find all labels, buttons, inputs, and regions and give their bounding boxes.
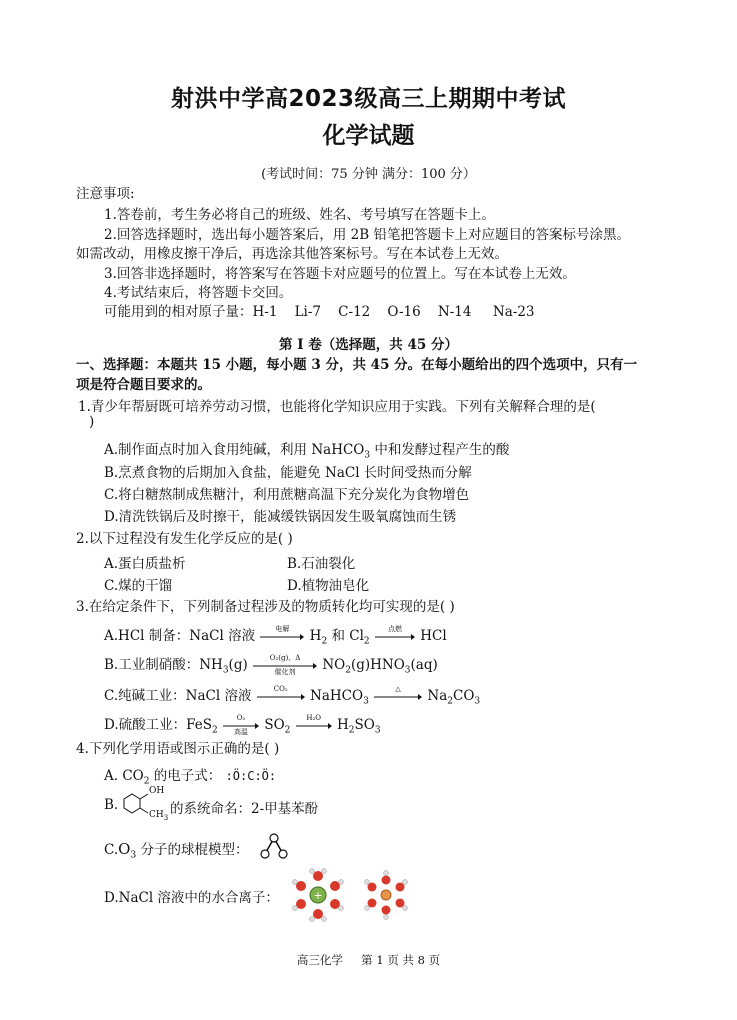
q4-option-a: A. $CO_2$ 的电子式： :Ö:C:Ö:: [104, 768, 277, 787]
hydrated-cation: [293, 869, 344, 922]
q3-b-cond-top: O₂(g)、Δ: [269, 653, 301, 662]
ch3-label: $CH_3$: [149, 810, 169, 822]
q2-option-b: B.石油裂化: [287, 556, 356, 572]
note-item-3: 3.回答非选择题时，将答案写在答题卡对应题号的位置上。写在本试卷上无效。: [104, 266, 576, 282]
q3-c-arrow-1: [257, 684, 305, 701]
page-total: 8: [417, 953, 425, 967]
q2-option-d: D.植物油皂化: [287, 578, 370, 594]
note-item-1: 1.答卷前，考生务必将自己的班级、姓名、考号填写在答题卡上。: [104, 207, 495, 223]
q3-option-c: C.纯碱工业：NaCl 溶液 CO₂ NaHCO$_3$ △ $Na_2CO_3$: [104, 684, 481, 707]
atomic-masses: 可能用到的相对原子量：H-1 Li-7 C-12 O-16 N-14 Na-23: [104, 304, 535, 320]
q3-option-b: B.工业制硝酸：$NH_3(g)$ O₂(g)、Δ 催化剂 $NO_2(g)HNO_3(aq)$: [104, 653, 438, 676]
q2-option-a: A.蛋白质盐析: [104, 556, 186, 572]
q3-c-cond-2: △: [395, 684, 401, 693]
oh-label: OH: [149, 786, 165, 796]
q3-c-cond-1: CO₂: [273, 684, 288, 693]
q3-a-cond-1: 电解: [275, 624, 290, 633]
q4-option-b-text: 的系统命名：2-甲基苯酚: [170, 801, 319, 817]
q3-option-d: D.硫酸工业：FeS$_2$ O₂ 高温 $SO_2$ H₂O $H_2SO_3$: [104, 713, 381, 736]
exam-info: (考试时间：75 分钟 满分：100 分）: [261, 167, 476, 182]
q4-option-c: $C.O_3$ 分子的球棍模型：: [104, 840, 249, 861]
q4-option-b: B.: [104, 797, 119, 813]
q1-stem-close: ): [89, 414, 95, 430]
q3-b-cond-bottom: 催化剂: [274, 667, 296, 676]
q3-b-arrow: [253, 653, 317, 676]
ozone-ball-stick-model: [258, 832, 290, 860]
hydrated-anion: [365, 871, 408, 920]
page-footer: 高三化学 第 1 页 共 8 页: [296, 953, 441, 967]
notes-heading: 注意事项:: [76, 186, 135, 202]
section-instructions: 一、选择题：本题共 15 小题，每小题 3 分，共 45 分。在每小题给出的四个选项中，只有一: [76, 357, 638, 373]
q3-option-a: A.HCl 制备：NaCl 溶液 电解 $H_2$ 和 $Cl_2$ 点燃 HCl: [104, 624, 447, 647]
note-item-4: 4.考试结束后，将答题卡交回。: [104, 285, 293, 301]
q3-d-arrow-1: [223, 713, 259, 736]
part1-heading: 第 I 卷（选择题，共 45 分）: [279, 337, 458, 353]
q1-option-a: A.制作面点时加入食用纯碱，利用 NaHCO$_3$ 中和发酵过程产生的酸: [104, 442, 510, 461]
q3-a-arrow-2: [375, 624, 415, 641]
co2-electron-formula: :Ö:C:Ö:: [225, 769, 277, 783]
hydrated-ions-diagram: [290, 867, 430, 923]
q3-a-cond-2: 点燃: [387, 624, 402, 633]
note-item-2: 2.回答选择题时，选出每小题答案后，用 2B 铅笔把答题卡上对应题目的答案标号涂黑。: [104, 227, 630, 243]
section-instructions-cont: 项是符合题目要求的。: [76, 377, 211, 393]
q3-d-arrow-2: [296, 713, 332, 730]
page-number: 1: [376, 953, 384, 967]
exam-title: 射洪中学高2023级高三上期期中考试: [170, 86, 566, 112]
q1-option-d: D.清洗铁锅后及时擦干，能减缓铁锅因发生吸氧腐蚀而生锈: [104, 509, 457, 525]
q4-option-d: D.NaCl 溶液中的水合离子：: [104, 890, 279, 906]
q1-option-b: B.烹煮食物的后期加入食盐，能避免 NaCl 长时间受热而分解: [104, 465, 472, 481]
q2-stem: 2.以下过程没有发生化学反应的是( ): [76, 531, 293, 547]
exam-subtitle: 化学试题: [322, 123, 415, 149]
q1-option-c: C.将白糖熬制成焦糖汁，利用蔗糖高温下充分炭化为食物增色: [104, 487, 470, 503]
note-item-2-cont: 如需改动，用橡皮擦干净后，再选涂其他答案标号。写在本试卷上无效。: [76, 246, 508, 262]
svg-text:+: +: [313, 889, 323, 902]
q3-d-cond-1-top: O₂: [236, 713, 246, 722]
q4-stem: 4.下列化学用语或图示正确的是( ): [76, 741, 280, 757]
q3-a-arrow-1: [260, 624, 304, 641]
q3-d-cond-1-bottom: 高温: [234, 727, 249, 736]
q3-d-cond-2: H₂O: [306, 713, 322, 722]
q2-option-c: C.煤的干馏: [104, 578, 173, 594]
q1-stem: 1.青少年帮厨既可培养劳动习惯，也能将化学知识应用于实践。下列有关解释合理的是(: [78, 399, 596, 415]
q3-c-arrow-2: [374, 684, 422, 701]
q3-stem: 3.在给定条件下，下列制备过程涉及的物质转化均可实现的是( ): [76, 599, 455, 615]
